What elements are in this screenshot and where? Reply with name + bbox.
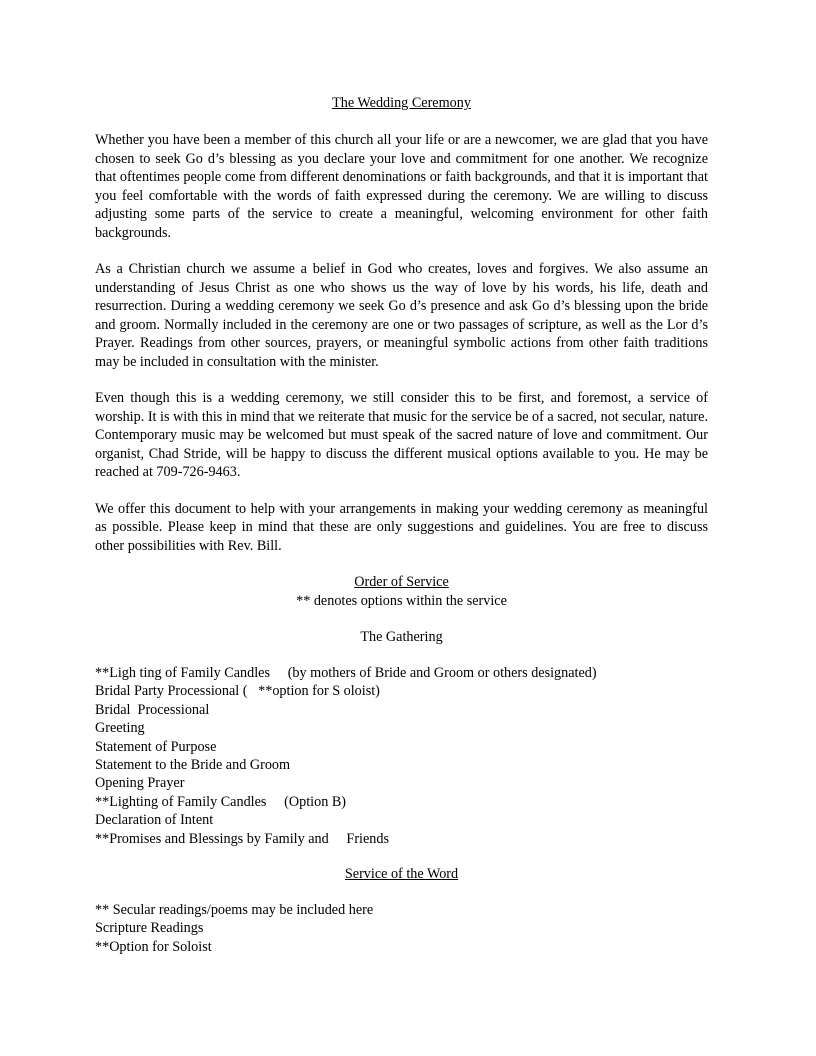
list-item: Bridal Processional [95, 701, 210, 718]
spacer [95, 647, 708, 664]
list-item: Statement of Purpose [95, 738, 217, 755]
service-of-word-heading: Service of the Word [344, 866, 459, 883]
list-item: ** Secular readings/poems may be included here [95, 902, 374, 919]
spacer [95, 611, 708, 628]
service-of-word-heading-wrap [95, 865, 708, 884]
service-of-word-list [95, 901, 708, 956]
list-item: **Promises and Blessings by Family and Friends [95, 830, 389, 847]
document-page [95, 94, 708, 956]
spacer [95, 848, 708, 865]
list-item: Greeting [95, 720, 145, 737]
document-title-wrap [95, 94, 708, 113]
order-of-service-heading-wrap [95, 573, 708, 592]
list-item: Declaration of Intent [95, 812, 214, 829]
gathering-heading: The Gathering [360, 629, 443, 645]
list-item: **Lighting of Family Candles (Option B) [95, 793, 347, 810]
order-of-service-heading: Order of Service [354, 574, 449, 590]
list-item: **Ligh ting of Family Candles (by mothers of Bride and Groom or others designated) [95, 665, 597, 681]
list-item: **Option for Soloist [95, 938, 212, 955]
paragraph-arrangements: We offer this document to help with your arrangements in making your wedding ceremony as meaningful as possible. Please keep in mind that these are only suggestions and guidelines. You are free to discuss other possibilities with Rev. Bill. [95, 500, 708, 554]
spacer [95, 884, 708, 901]
list-item: Statement to the Bride and Groom [95, 757, 291, 774]
gathering-list [95, 664, 708, 848]
list-item: Scripture Readings [95, 920, 204, 937]
document-title: The Wedding Ceremony [332, 95, 471, 111]
paragraph-worship-music: Even though this is a wedding ceremony, we still consider this to be first, and foremost, a service of worship. It is with this in mind that we reiterate that music for the service be of a sacred, not secular, nature. Contemporary music may be welcomed but must speak of the sacred nature of love and commitment. Our organist, Chad Stride, will be happy to discuss the different musical options available to you. He may be reached at 709-726-9463. [95, 390, 708, 480]
list-item: Opening Prayer [95, 775, 185, 792]
options-note: ** denotes options within the service [296, 593, 507, 609]
list-item: Bridal Party Processional ( **option for S oloist) [95, 683, 380, 700]
paragraph-welcome: Whether you have been a member of this church all your life or are a newcomer, we are glad that you have chosen to seek Go d’s blessing as you declare your love and commitment for one another. We recognize that oftentimes people come from different denominations or faith backgrounds, and that it is important that you feel comfortable with the words of faith expressed during the ceremony. We are willing to discuss adjusting some parts of the service to create a meaningful, welcoming environment for other faith backgrounds. [95, 132, 708, 241]
paragraph-christian-belief: As a Christian church we assume a belief in God who creates, loves and forgives. We also assume an understanding of Jesus Christ as one who shows us the way of love by his words, his life, death and resurrection. During a wedding ceremony we seek Go d’s presence and ask Go d’s blessing upon the bride and groom. Normally included in the ceremony are one or two passages of scripture, as well as the Lor d’s Prayer. Readings from other sources, prayers, or meaningful symbolic actions from other faith traditions may be included in consultation with the minister. [95, 261, 708, 370]
